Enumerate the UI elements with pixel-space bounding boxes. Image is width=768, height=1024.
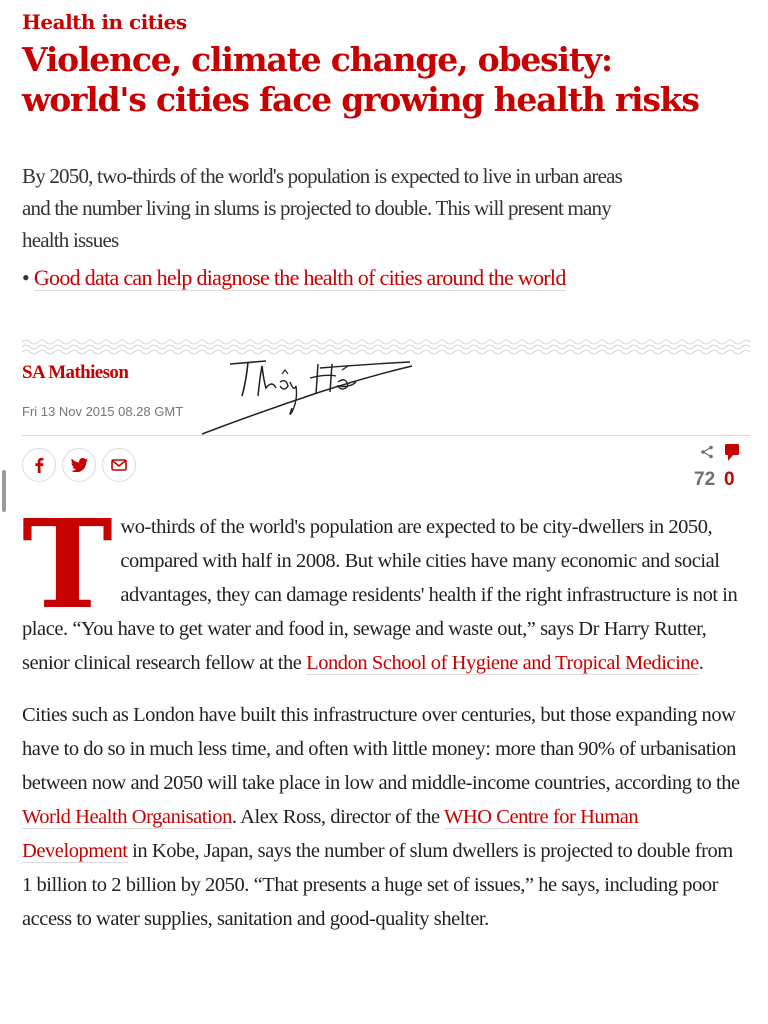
share-count: 72	[694, 469, 716, 490]
share-icon[interactable]	[700, 445, 714, 459]
handwritten-signature	[200, 352, 420, 442]
share-facebook-button[interactable]	[22, 448, 56, 482]
divider	[22, 435, 750, 436]
scroll-indicator[interactable]	[2, 470, 6, 512]
author-byline[interactable]: SA Mathieson	[22, 362, 129, 383]
paragraph-1	[22, 492, 742, 680]
paragraph-text: .	[698, 652, 704, 674]
publish-date: Fri 13 Nov 2015 08.28 GMT	[22, 404, 184, 419]
bullet: •	[22, 265, 30, 290]
drop-cap: T	[22, 492, 113, 636]
email-icon	[111, 459, 127, 471]
related-link-item	[22, 262, 622, 293]
page-title: Violence, climate change, obesity: world's cities face growing health risks	[22, 40, 699, 119]
facebook-icon	[32, 457, 46, 473]
twitter-icon	[71, 458, 88, 472]
standfirst: By 2050, two-thirds of the world's population is expected to live in urban areas and the number living in slums is projected to double. This will present many health issues	[22, 164, 622, 252]
comment-count[interactable]: 0	[724, 469, 735, 490]
link-who-centre[interactable]: WHO Centre for Human Development	[22, 806, 639, 862]
engagement-counts	[682, 441, 742, 491]
paragraph-text: . Alex Ross, director of the	[231, 806, 444, 828]
paragraph-text: in Kobe, Japan, says the number of slum dwellers is projected to double from 1 billion to 2 billion by 2050. “That presents a huge set of issues,” he says, including poor access to water supplies, sanitation and good-quality shelter.	[22, 840, 733, 930]
paragraph-text: wo-thirds of the world's population are expected to be city-dwellers in 2050, compared with half in 2008. But while cities have many economic and social advantages, they can damage residents' health if the right infrastructure is not in place. “You have to get water and food in, sewage and waste out,” says Dr Harry Rutter, senior clinical research fellow at the	[22, 516, 738, 674]
article-body	[22, 492, 742, 954]
paragraph-2	[22, 698, 742, 936]
comment-icon[interactable]	[724, 443, 740, 463]
link-lshtm[interactable]: London School of Hygiene and Tropical Medicine	[306, 652, 699, 674]
related-article-link[interactable]: Good data can help diagnose the health of cities around the world	[33, 265, 566, 290]
share-email-button[interactable]	[102, 448, 136, 482]
link-who[interactable]: World Health Organisation	[22, 806, 232, 828]
share-twitter-button[interactable]	[62, 448, 96, 482]
section-label[interactable]: Health in cities	[22, 10, 187, 34]
paragraph-text: Cities such as London have built this infrastructure over centuries, but those expanding now have to do so in much less time, and often with little money: more than 90% of urbanisation between now and 2050 will take place in low and middle-income countries, according to the	[22, 704, 740, 794]
